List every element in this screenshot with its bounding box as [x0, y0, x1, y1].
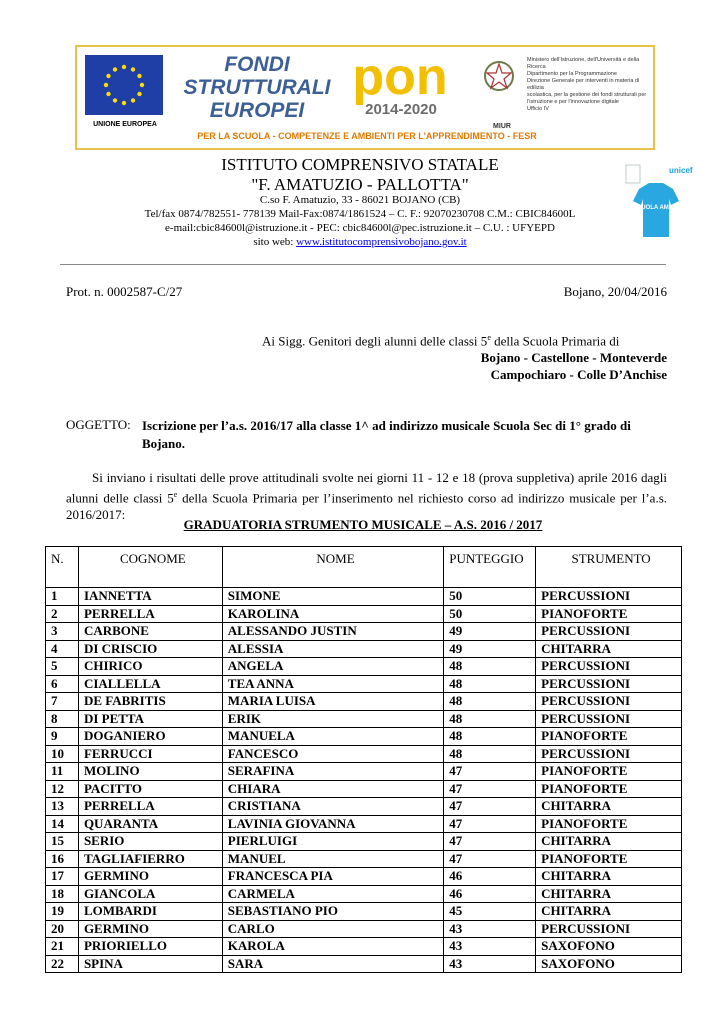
pon-banner [75, 45, 655, 150]
cell-nome: ALESSANDO JUSTIN [222, 623, 443, 641]
table-row [46, 763, 682, 781]
subject-label: OGGETTO: [66, 417, 131, 432]
website-prefix: sito web: [253, 236, 297, 248]
cell-nome: SERAFINA [222, 763, 443, 781]
cell-nome: FANCESCO [222, 745, 443, 763]
table-title: GRADUATORIA STRUMENTO MUSICALE – A.S. 2016 / 2017 [183, 517, 543, 532]
table-row [46, 938, 682, 956]
cell-cognome: DE FABRITIS [78, 693, 222, 711]
pon-logo: pon [352, 48, 448, 106]
table-row [46, 605, 682, 623]
cell-punteggio: 48 [444, 675, 536, 693]
cell-punteggio: 47 [444, 815, 536, 833]
table-row [46, 675, 682, 693]
cell-cognome: DI PETTA [78, 710, 222, 728]
school-contacts: Tel/fax 0874/782551- 778139 Mail-Fax:0874/1861524 – C. F.: 92070230708 C.M.: CBIC84600L [144, 208, 576, 220]
website-line [60, 236, 660, 248]
cell-cognome: TAGLIAFIERRO [78, 850, 222, 868]
table-row [46, 780, 682, 798]
cell-n: 2 [46, 605, 79, 623]
cell-strumento: PIANOFORTE [536, 605, 682, 623]
cell-strumento: SAXOFONO [536, 955, 682, 973]
miur-line: scolastica, per la gestione dei fondi strutturali per [527, 92, 647, 98]
cell-punteggio: 43 [444, 920, 536, 938]
eu-flag-icon [85, 55, 163, 115]
header-nome: NOME [222, 547, 443, 588]
cell-punteggio: 48 [444, 693, 536, 711]
cell-nome: MANUELA [222, 728, 443, 746]
cell-punteggio: 48 [444, 710, 536, 728]
unicef-label: unicef [669, 166, 693, 175]
cell-cognome: DI CRISCIO [78, 640, 222, 658]
table-row [46, 868, 682, 886]
cell-strumento: PERCUSSIONI [536, 588, 682, 606]
cell-nome: CARMELA [222, 885, 443, 903]
cell-strumento: CHITARRA [536, 903, 682, 921]
cell-strumento: PERCUSSIONI [536, 710, 682, 728]
table-row [46, 623, 682, 641]
cell-punteggio: 43 [444, 938, 536, 956]
cell-strumento: PERCUSSIONI [536, 658, 682, 676]
cell-n: 13 [46, 798, 79, 816]
cell-nome: FRANCESCA PIA [222, 868, 443, 886]
cell-n: 8 [46, 710, 79, 728]
fondi-line: STRUTTURALI [183, 76, 331, 99]
cell-nome: SARA [222, 955, 443, 973]
banner-footer: PER LA SCUOLA - COMPETENZE E AMBIENTI PER L'APPRENDIMENTO - FESR [197, 131, 537, 141]
ranking-body [46, 588, 682, 973]
cell-cognome: IANNETTA [78, 588, 222, 606]
cell-n: 22 [46, 955, 79, 973]
cell-strumento: PIANOFORTE [536, 780, 682, 798]
website-link[interactable]: www.istitutocomprensivobojano.gov.it [296, 236, 467, 248]
cell-cognome: GIANCOLA [78, 885, 222, 903]
header-punteggio: PUNTEGGIO [444, 547, 536, 588]
cell-strumento: SAXOFONO [536, 938, 682, 956]
table-row [46, 885, 682, 903]
cell-strumento: PIANOFORTE [536, 763, 682, 781]
letter-date: Bojano, 20/04/2016 [563, 284, 667, 299]
table-header-row [46, 547, 682, 588]
cell-cognome: MOLINO [78, 763, 222, 781]
cell-strumento: PERCUSSIONI [536, 745, 682, 763]
table-row [46, 658, 682, 676]
cell-strumento: CHITARRA [536, 640, 682, 658]
cell-punteggio: 47 [444, 763, 536, 781]
cell-punteggio: 48 [444, 745, 536, 763]
cell-n: 5 [46, 658, 79, 676]
cell-strumento: PIANOFORTE [536, 728, 682, 746]
table-row [46, 710, 682, 728]
table-row [46, 693, 682, 711]
cell-punteggio: 50 [444, 588, 536, 606]
cell-punteggio: 49 [444, 623, 536, 641]
cell-nome: CRISTIANA [222, 798, 443, 816]
cell-n: 1 [46, 588, 79, 606]
cell-cognome: GERMINO [78, 920, 222, 938]
recipients-line [262, 333, 667, 349]
cell-punteggio: 45 [444, 903, 536, 921]
cell-cognome: PERRELLA [78, 798, 222, 816]
cell-cognome: SERIO [78, 833, 222, 851]
recipients-schools: Campochiaro - Colle D’Anchise [490, 367, 667, 382]
cell-cognome: PERRELLA [78, 605, 222, 623]
miur-description [527, 57, 653, 113]
cell-cognome: DOGANIERO [78, 728, 222, 746]
cell-n: 18 [46, 885, 79, 903]
cell-strumento: PERCUSSIONI [536, 693, 682, 711]
cell-strumento: CHITARRA [536, 885, 682, 903]
cell-n: 15 [46, 833, 79, 851]
cell-n: 3 [46, 623, 79, 641]
table-row [46, 745, 682, 763]
miur-label: MIUR [493, 123, 511, 130]
school-name: "F. AMATUZIO - PALLOTTA" [251, 175, 469, 194]
eu-label: UNIONE EUROPEA [93, 121, 157, 128]
cell-punteggio: 48 [444, 658, 536, 676]
body-sup: e [173, 490, 178, 499]
recipients-sup: e [487, 333, 491, 342]
cell-nome: TEA ANNA [222, 675, 443, 693]
table-row [46, 903, 682, 921]
body-text: Si inviano i risultati delle prove attitudinali svolte nei giorni 11 - 12 e 18 (prova suppletiva) aprile 2016 dagli alunni delle classi 5 [66, 470, 667, 506]
cell-cognome: SPINA [78, 955, 222, 973]
fondi-strutturali-logo [177, 53, 337, 122]
cell-nome: PIERLUIGI [222, 833, 443, 851]
recipients-schools: Bojano - Castellone - Monteverde [480, 350, 667, 365]
table-row [46, 640, 682, 658]
cell-cognome: QUARANTA [78, 815, 222, 833]
cell-punteggio: 47 [444, 798, 536, 816]
cell-cognome: LOMBARDI [78, 903, 222, 921]
letter-body [66, 469, 667, 523]
cell-n: 7 [46, 693, 79, 711]
cell-nome: KAROLINA [222, 605, 443, 623]
school-type: ISTITUTO COMPRENSIVO STATALE [221, 155, 499, 174]
cell-punteggio: 48 [444, 728, 536, 746]
cell-nome: MANUEL [222, 850, 443, 868]
cell-strumento: CHITARRA [536, 833, 682, 851]
cell-punteggio: 47 [444, 780, 536, 798]
cell-nome: CARLO [222, 920, 443, 938]
table-row [46, 588, 682, 606]
cell-punteggio: 47 [444, 833, 536, 851]
cell-punteggio: 46 [444, 868, 536, 886]
ranking-table [45, 546, 682, 973]
italian-emblem-icon [482, 57, 516, 97]
protocol-number: Prot. n. 0002587-C/27 [66, 284, 183, 299]
cell-n: 21 [46, 938, 79, 956]
subject-text: Iscrizione per l’a.s. 2016/17 alla classe 1^ ad indirizzo musicale Scuola Sec di 1° grado di Bojano. [142, 418, 631, 451]
school-address: C.so F. Amatuzio, 33 - 86021 BOJANO (CB) [259, 194, 461, 206]
pon-years: 2014-2020 [365, 101, 437, 118]
cell-punteggio: 46 [444, 885, 536, 903]
body-text: della Scuola Primaria per l’inserimento nel richiesto corso ad indirizzo musicale per l’a.s. 2016/2017: [66, 490, 667, 523]
cell-punteggio: 47 [444, 850, 536, 868]
cell-n: 12 [46, 780, 79, 798]
cell-n: 20 [46, 920, 79, 938]
cell-n: 4 [46, 640, 79, 658]
cell-cognome: FERRUCCI [78, 745, 222, 763]
miur-line: Ministero dell'Istruzione, dell'Università e della Ricerca [527, 57, 640, 70]
header-strumento: STRUMENTO [536, 547, 682, 588]
table-row [46, 728, 682, 746]
cell-strumento: PIANOFORTE [536, 815, 682, 833]
cell-strumento: PERCUSSIONI [536, 623, 682, 641]
table-row [46, 920, 682, 938]
cell-cognome: GERMINO [78, 868, 222, 886]
table-row [46, 798, 682, 816]
cell-punteggio: 50 [444, 605, 536, 623]
cell-nome: LAVINIA GIOVANNA [222, 815, 443, 833]
cell-n: 14 [46, 815, 79, 833]
cell-cognome: CIALLELLA [78, 675, 222, 693]
cell-n: 10 [46, 745, 79, 763]
cell-strumento: CHITARRA [536, 798, 682, 816]
header-cognome: COGNOME [78, 547, 222, 588]
cell-n: 11 [46, 763, 79, 781]
cell-strumento: CHITARRA [536, 868, 682, 886]
cell-nome: SEBASTIANO PIO [222, 903, 443, 921]
cell-punteggio: 43 [444, 955, 536, 973]
cell-cognome: PRIORIELLO [78, 938, 222, 956]
cell-nome: CHIARA [222, 780, 443, 798]
cell-strumento: PIANOFORTE [536, 850, 682, 868]
cell-cognome: PACITTO [78, 780, 222, 798]
unicef-scuola-amica-logo [625, 163, 693, 245]
recipients-text: Ai Sigg. Genitori degli alunni delle classi 5 [262, 333, 488, 349]
cell-strumento: PERCUSSIONI [536, 920, 682, 938]
cell-n: 6 [46, 675, 79, 693]
cell-nome: KAROLA [222, 938, 443, 956]
cell-cognome: CARBONE [78, 623, 222, 641]
school-emails: e-mail:cbic84600l@istruzione.it - PEC: cbic84600l@pec.istruzione.it – C.U. : UFYEPD [165, 222, 555, 234]
cell-nome: ALESSIA [222, 640, 443, 658]
fondi-line: FONDI [224, 53, 290, 76]
cell-punteggio: 49 [444, 640, 536, 658]
cell-nome: SIMONE [222, 588, 443, 606]
table-row [46, 815, 682, 833]
miur-line: Ufficio IV [527, 106, 549, 112]
miur-line: Dipartimento per la Programmazione [527, 71, 617, 77]
cell-n: 16 [46, 850, 79, 868]
miur-line: l'istruzione e per l'innovazione digitale [527, 99, 619, 105]
cell-strumento: PERCUSSIONI [536, 675, 682, 693]
cell-n: 9 [46, 728, 79, 746]
recipients-text: della Scuola Primaria di [490, 333, 620, 349]
cell-nome: ERIK [222, 710, 443, 728]
header-divider [60, 264, 666, 265]
table-row [46, 850, 682, 868]
cell-cognome: CHIRICO [78, 658, 222, 676]
table-row [46, 955, 682, 973]
miur-line: Direzione Generale per interventi in materia di edilizia [527, 78, 640, 91]
cell-nome: MARIA LUISA [222, 693, 443, 711]
header-n: N. [46, 547, 79, 588]
table-row [46, 833, 682, 851]
cell-n: 19 [46, 903, 79, 921]
cell-nome: ANGELA [222, 658, 443, 676]
shirt-text: SCUOLA AMICA [632, 205, 680, 211]
fondi-line: EUROPEI [209, 99, 305, 122]
cell-n: 17 [46, 868, 79, 886]
